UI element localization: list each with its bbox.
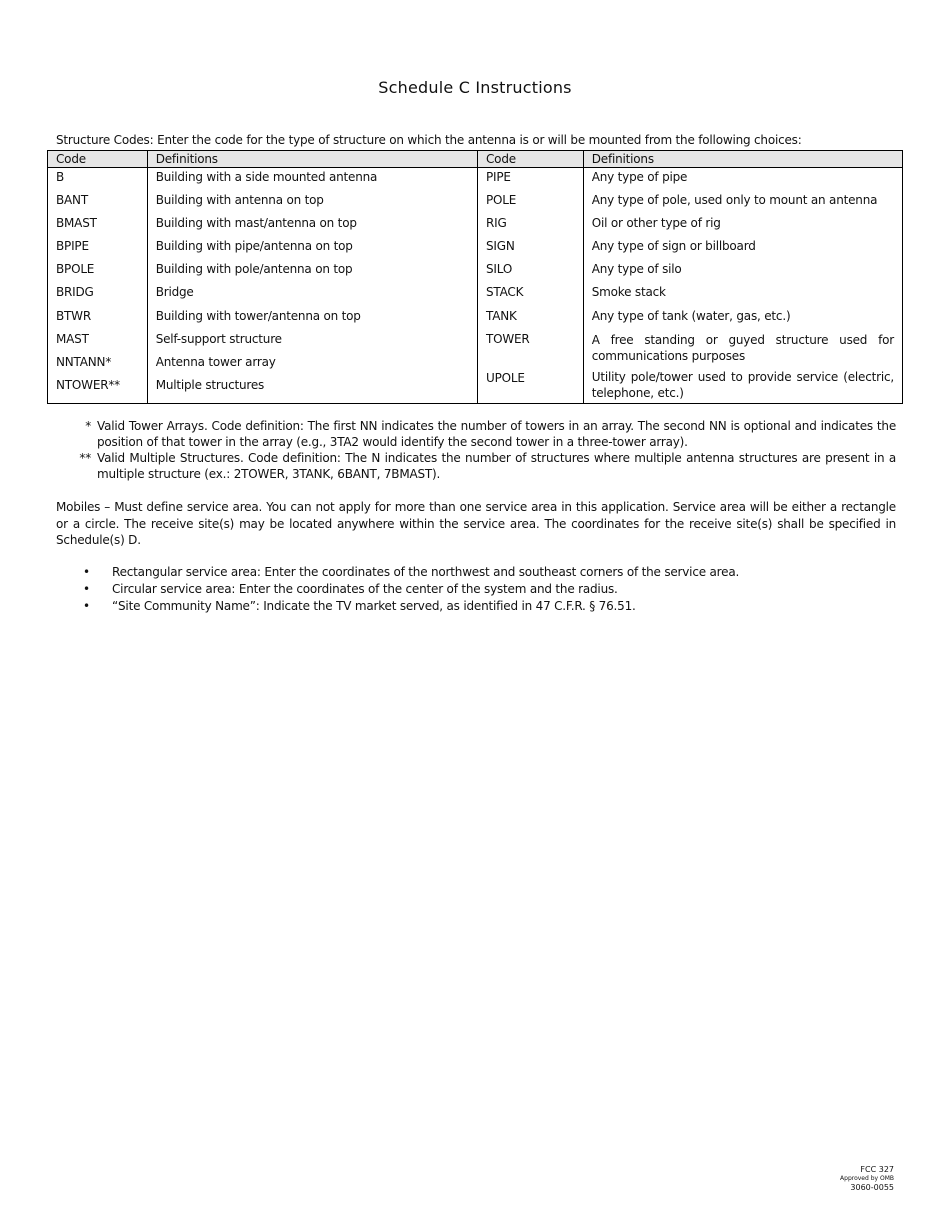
header-definitions-right: Definitions <box>583 151 902 168</box>
definition-cell: Building with tower/antenna on top <box>155 308 361 323</box>
code-cell: NNTANN* <box>56 354 112 369</box>
code-cell: PIPE <box>486 170 511 184</box>
structure-codes-intro: Structure Codes: Enter the code for the type of structure on which the antenna is or will be mounted from the following choices: <box>56 133 802 147</box>
definition-cell: Building with pole/antenna on top <box>155 262 353 277</box>
list-item <box>56 598 896 615</box>
definition-cell: Any type of pipe <box>591 170 688 184</box>
omb-number: 3060-0055 <box>850 1183 894 1192</box>
footnote-text: Valid Multiple Structures. Code definition: The N indicates the number of structures where multiple antenna structures are present in a multiple structure (ex.: 2TOWER, 3TANK, 6BANT, 7BMAST). <box>97 451 896 481</box>
code-cell: POLE <box>486 193 517 208</box>
bullet-icon: • <box>83 582 90 596</box>
code-cell: B <box>56 170 65 184</box>
footnote-tower-arrays <box>56 418 896 450</box>
service-area-list <box>56 564 896 615</box>
form-footer <box>840 1165 894 1193</box>
footnote-text: Valid Tower Arrays. Code definition: The first NN indicates the number of towers in an array. The second NN is optional and indicates the position of that tower in the array (e.g., 3TA2 would identify the second tower in a three-tower array). <box>97 419 896 449</box>
footnote-mark: * <box>85 419 91 433</box>
code-cell: BANT <box>56 193 88 208</box>
definition-cell: Antenna tower array <box>155 354 276 369</box>
header-definitions-left: Definitions <box>147 151 477 168</box>
footnote-multiple-structures <box>56 450 896 482</box>
left-codes-column <box>48 168 148 404</box>
definition-cell: Building with pipe/antenna on top <box>155 239 353 254</box>
definition-cell: Any type of sign or billboard <box>591 239 756 254</box>
structure-codes-table <box>47 150 903 404</box>
definition-cell: Bridge <box>155 285 194 300</box>
code-cell: UPOLE <box>486 370 525 385</box>
right-codes-column <box>478 168 584 404</box>
bullet-icon: • <box>83 565 90 579</box>
code-cell: TANK <box>486 308 517 323</box>
mobiles-paragraph: Mobiles – Must define service area. You can not apply for more than one service area in this application. Service area will be either a rectangle or a circle. The receive site(s) may be located anywhere within the service area. The coordinates for the receive site(s) shall be specified in Schedule(s) D. <box>56 500 896 547</box>
code-cell: SIGN <box>486 239 515 254</box>
definition-cell: Any type of pole, used only to mount an antenna <box>591 193 878 208</box>
code-cell: BRIDG <box>56 285 94 300</box>
code-cell: BPOLE <box>56 262 95 277</box>
right-definitions-column <box>583 168 902 404</box>
list-item <box>56 581 896 598</box>
definition-cell: A free standing or guyed structure used for communications purposes <box>591 332 894 363</box>
code-cell: BPIPE <box>56 239 89 254</box>
definition-cell: Oil or other type of rig <box>591 216 721 231</box>
definition-cell: Any type of tank (water, gas, etc.) <box>591 308 791 323</box>
definition-cell: Building with antenna on top <box>155 193 324 208</box>
code-cell: MAST <box>56 331 89 346</box>
left-definitions-column <box>147 168 477 404</box>
code-cell: NTOWER** <box>56 377 120 392</box>
definition-cell: Building with mast/antenna on top <box>155 216 357 231</box>
code-cell: STACK <box>486 285 524 300</box>
definition-cell: Smoke stack <box>591 285 666 300</box>
form-number: FCC 327 <box>860 1165 894 1174</box>
definition-cell: Utility pole/tower used to provide service (electric, telephone, etc.) <box>591 369 894 400</box>
code-cell: BMAST <box>56 216 97 231</box>
definition-cell: Any type of silo <box>591 262 682 277</box>
page-title: Schedule C Instructions <box>378 78 572 97</box>
bullet-icon: • <box>83 599 90 613</box>
header-code-right: Code <box>478 151 584 168</box>
definition-cell: Self-support structure <box>155 331 282 346</box>
list-item-text: Circular service area: Enter the coordinates of the center of the system and the radius. <box>112 582 618 596</box>
footnotes <box>56 418 896 482</box>
header-code-left: Code <box>48 151 148 168</box>
definition-cell: Multiple structures <box>155 377 265 392</box>
omb-approval: Approved by OMB <box>840 1175 894 1182</box>
list-item-text: “Site Community Name”: Indicate the TV market served, as identified in 47 C.F.R. § 76.51. <box>112 599 636 613</box>
list-item-text: Rectangular service area: Enter the coordinates of the northwest and southeast corners of the service area. <box>112 565 740 579</box>
code-cell: SILO <box>486 262 513 277</box>
table-body-row <box>48 168 903 404</box>
footnote-mark: ** <box>79 451 91 465</box>
code-cell: BTWR <box>56 308 91 323</box>
table-header-row <box>48 151 903 168</box>
code-cell: RIG <box>486 216 507 231</box>
list-item <box>56 564 896 581</box>
code-cell: TOWER <box>486 331 530 346</box>
definition-cell: Building with a side mounted antenna <box>155 170 378 184</box>
